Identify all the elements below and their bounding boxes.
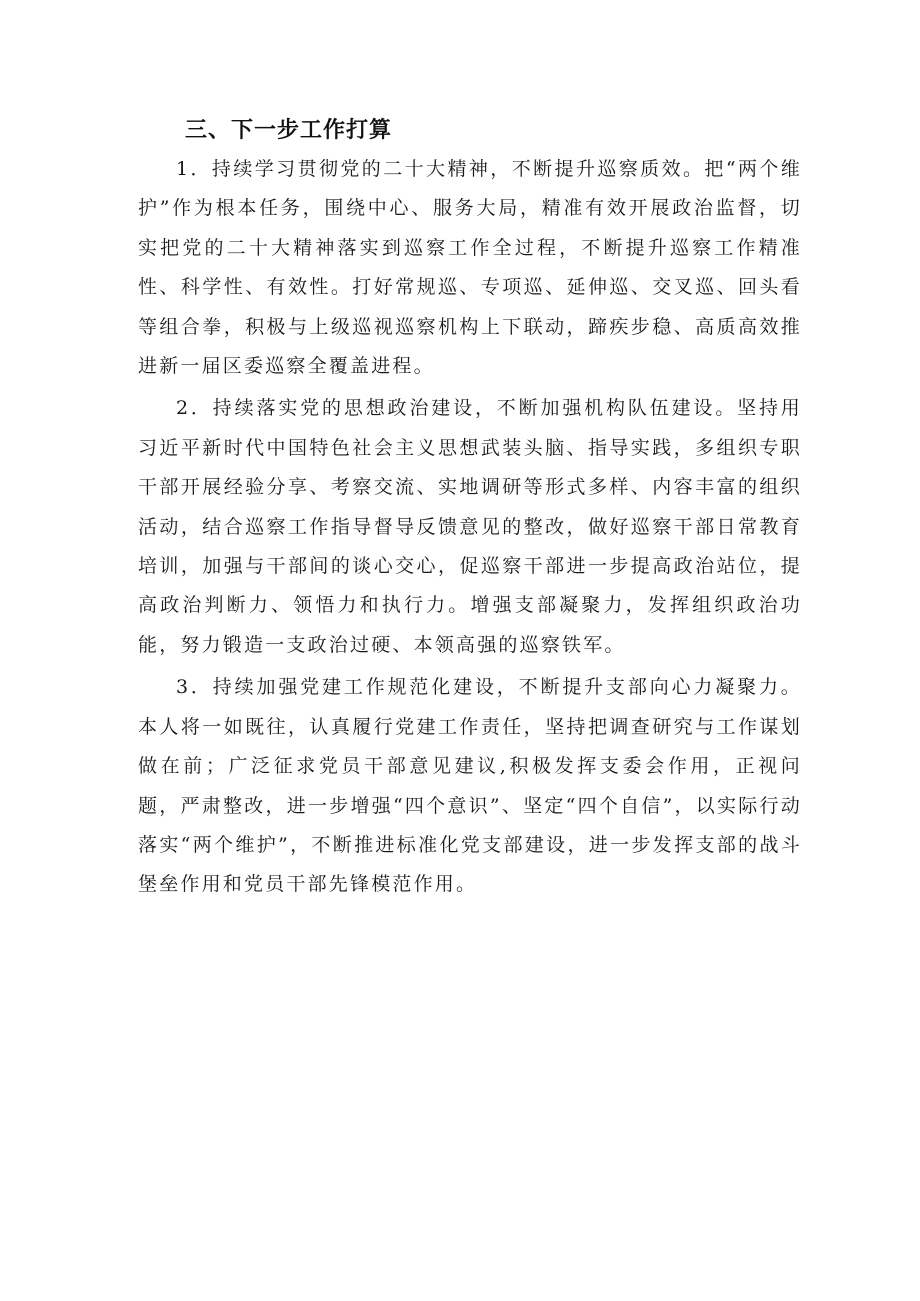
paragraph-1: 1．持续学习贯彻党的二十大精神，不断提升巡察质效。把“两个维护”作为根本任务，围绕中心、服务大局，精准有效开展政治监督，切实把党的二十大精神落实到巡察工作全过程，不断提升巡察工作精准性、科学性、有效性。打好常规巡、专项巡、延伸巡、交叉巡、回头看等组合拳，积极与上级巡视巡察机构上下联动，蹄疾步稳、高质高效推进新一届区委巡察全覆盖进程。 xyxy=(138,158,802,378)
paragraph-3: 3．持续加强党建工作规范化建设，不断提升支部向心力凝聚力。本人将一如既往，认真履行党建工作责任，坚持把调查研究与工作谋划做在前；广泛征求党员干部意见建议,积极发挥支委会作用，正视问题，严肃整改，进一步增强“四个意识”、坚定“四个自信”，以实际行动落实“两个维护”，不断推进标准化党支部建设，进一步发挥支部的战斗堡垒作用和党员干部先锋模范作用。 xyxy=(138,676,802,896)
section-heading: 三、下一步工作打算 xyxy=(185,118,393,143)
document-body xyxy=(138,112,802,905)
paragraph-2: 2．持续落实党的思想政治建设，不断加强机构队伍建设。坚持用习近平新时代中国特色社会主义思想武装头脑、指导实践，多组织专职干部开展经验分享、考察交流、实地调研等形式多样、内容丰富的组织活动，结合巡察工作指导督导反馈意见的整改，做好巡察干部日常教育培训，加强与干部间的谈心交心，促巡察干部进一步提高政治站位，提高政治判断力、领悟力和执行力。增强支部凝聚力，发挥组织政治功能，努力锻造一支政治过硬、本领高强的巡察铁军。 xyxy=(138,397,802,656)
